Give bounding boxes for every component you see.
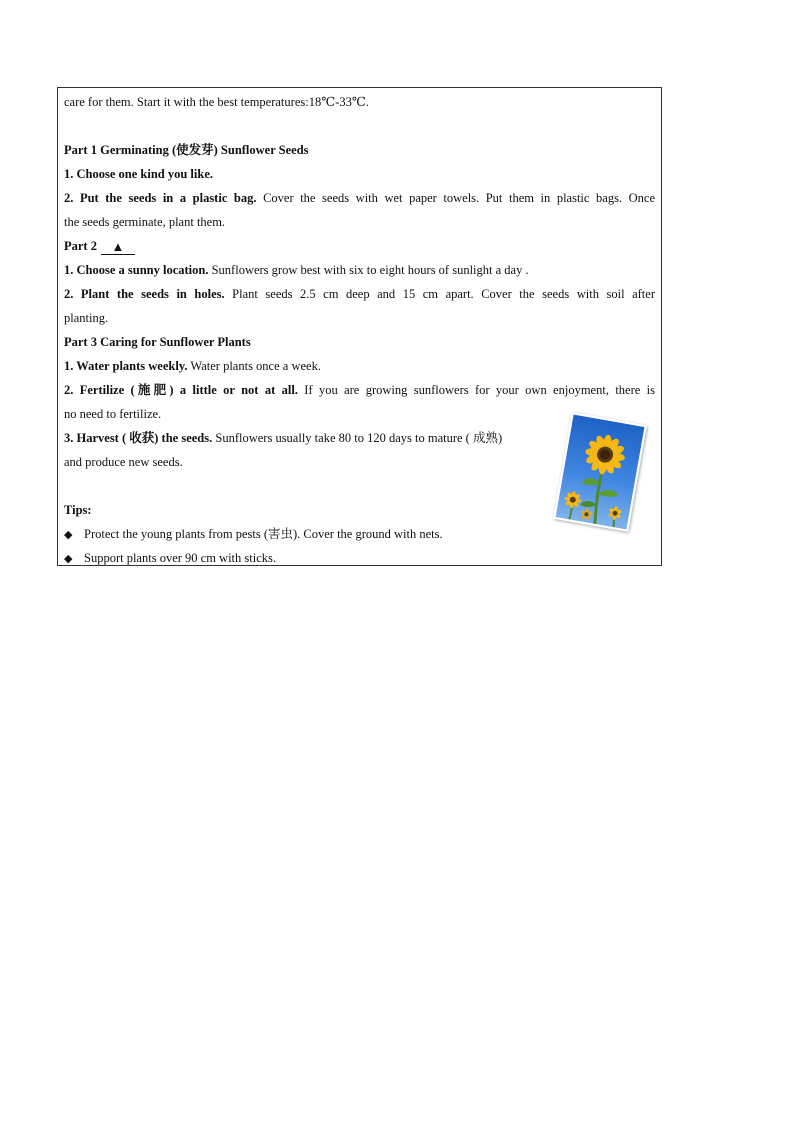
part3-step3: 3. Harvest ( 收获) the seeds. Sunflowers usually take 80 to 120 days to mature ( 成熟) [64, 431, 503, 445]
part2-heading: Part 2 ▲ [64, 234, 135, 258]
part3-step1: 1. Water plants weekly. Water plants once a week. [64, 359, 321, 373]
part1-step2: 2. Put the seeds in a plastic bag. Cover the seeds with wet paper towels. Put them in plastic bags. Once [64, 191, 655, 205]
diamond-bullet-icon: ◆ [64, 553, 73, 565]
tips-heading: Tips: [64, 503, 92, 517]
part3-step2: 2. Fertilize (施肥) a little or not at all. If you are growing sunflowers for your own enjoyment, there is [64, 383, 655, 397]
part2-step2: 2. Plant the seeds in holes. Plant seeds 2.5 cm deep and 15 cm apart. Cover the seeds with soil after [64, 287, 655, 301]
diamond-bullet-icon: ◆ [64, 529, 73, 541]
sunflower-illustration-icon [556, 415, 645, 530]
part2-step1: 1. Choose a sunny location. Sunflowers grow best with six to eight hours of sunlight a day . [64, 263, 529, 277]
part3-heading: Part 3 Caring for Sunflower Plants [64, 335, 251, 349]
sunflower-photo [553, 412, 647, 532]
part2-step2-cont: planting. [64, 311, 109, 325]
content-box [57, 87, 662, 566]
part1-step1: 1. Choose one kind you like. [64, 167, 213, 181]
tip-item: ◆ Protect the young plants from pests (害虫). Cover the ground with nets. [64, 522, 443, 546]
part3-step2-cont: no need to fertilize. [64, 407, 162, 421]
part1-heading: Part 1 Germinating (使发芽) Sunflower Seeds [64, 143, 309, 157]
answer-blank: ▲ [101, 240, 135, 255]
intro-line: care for them. Start it with the best temperatures:18℃-33℃. [64, 95, 369, 109]
part1-step2-cont: the seeds germinate, plant them. [64, 215, 226, 229]
part3-step3-cont: and produce new seeds. [64, 455, 183, 469]
tip-item: ◆ Support plants over 90 cm with sticks. [64, 546, 276, 570]
